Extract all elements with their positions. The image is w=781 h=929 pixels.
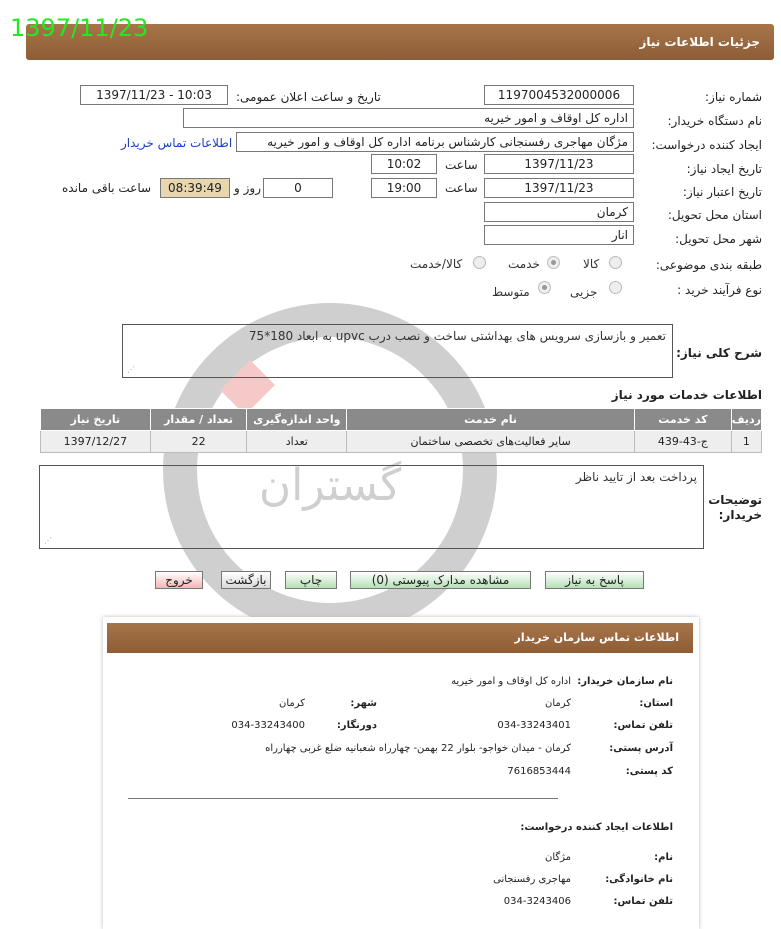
contact-address-value: کرمان - میدان خواجو- بلوار 22 بهمن- چهارراه شعبانیه ضلع غربی چهارراه (265, 743, 571, 754)
services-title: اطلاعات خدمات مورد نیاز (611, 388, 762, 402)
col-need-date: تاریخ نیاز (41, 409, 151, 431)
cell-quantity: 22 (150, 431, 247, 453)
contact-fax-label: دورنگار: (336, 720, 377, 731)
purchase-radio-minor[interactable] (609, 281, 622, 294)
created-date-label: تاریخ ایجاد نیاز: (686, 162, 762, 176)
valid-time-word: ساعت (445, 181, 478, 195)
contact-org-value: اداره کل اوقاف و امور خیریه (451, 676, 571, 687)
valid-time-field[interactable]: 19:00 (371, 178, 437, 198)
creator-family-label: نام خانوادگی: (605, 874, 673, 885)
category-radio-goods[interactable] (609, 256, 622, 269)
buyer-notes-label: توضیحات خریدار: (708, 493, 762, 522)
announce-field[interactable]: 1397/11/23 - 10:03 (80, 85, 228, 105)
valid-date-label: تاریخ اعتبار نیاز: (682, 185, 762, 199)
purchase-option-medium: متوسط (492, 285, 530, 299)
days-word: روز و (234, 181, 261, 195)
remaining-time-field: 08:39:49 (160, 178, 230, 198)
days-field[interactable]: 0 (263, 178, 333, 198)
province-label: استان محل تحویل: (667, 208, 762, 222)
col-row: ردیف (731, 409, 761, 431)
cell-need-date: 1397/12/27 (41, 431, 151, 453)
need-number-label: شماره نیاز: (705, 90, 762, 104)
resize-handle-icon[interactable]: ⋰ (44, 536, 52, 545)
category-option-both: کالا/خدمت (410, 257, 463, 271)
contact-postal-label: کد پستی: (625, 766, 673, 777)
col-quantity: تعداد / مقدار (150, 409, 247, 431)
city-label: شهر محل تحویل: (675, 232, 762, 246)
contact-province-value: کرمان (544, 698, 571, 709)
print-button[interactable]: چاپ (285, 571, 337, 589)
buyer-org-label: نام دستگاه خریدار: (667, 114, 762, 128)
announce-label: تاریخ و ساعت اعلان عمومی: (236, 90, 381, 104)
category-radio-both[interactable] (473, 256, 486, 269)
creator-phone-label: تلفن تماس: (613, 896, 673, 907)
buyer-contact-link[interactable]: اطلاعات تماس خریدار (121, 136, 233, 150)
purchase-type-label: نوع فرآیند خرید : (677, 283, 762, 297)
contact-card-header (107, 623, 693, 653)
services-table (40, 408, 762, 453)
buyer-notes-box[interactable] (39, 465, 704, 549)
contact-postal-value: 7616853444 (507, 766, 571, 777)
creator-name-value: مژگان (544, 852, 571, 863)
exit-button[interactable]: خروج (155, 571, 203, 589)
category-option-service: خدمت (508, 257, 540, 271)
created-time-word: ساعت (445, 158, 478, 172)
services-header-row (41, 409, 762, 431)
contact-phone-value: 034-33243401 (497, 720, 571, 731)
contact-province-label: استان: (639, 698, 673, 709)
contact-phone-label: تلفن تماس: (613, 720, 673, 731)
attachments-button[interactable]: مشاهده مدارک پیوستی (0) (350, 571, 531, 589)
category-radio-service[interactable] (547, 256, 560, 269)
col-service-name: نام خدمت (347, 409, 635, 431)
creator-phone-value: 034-3243406 (503, 896, 571, 907)
cell-row: 1 (731, 431, 761, 453)
watermark-text: گستران (258, 460, 402, 511)
creator-family-value: مهاجری رفسنجانی (493, 874, 571, 885)
creator-name-label: نام: (654, 852, 673, 863)
contact-address-label: آدرس پستی: (609, 743, 673, 754)
contact-city-label: شهر: (350, 698, 377, 709)
creator-section-title: اطلاعات ایجاد کننده درخواست: (520, 822, 673, 833)
panel-title: جزئیات اطلاعات نیاز (639, 35, 760, 49)
contact-city-value: کرمان (278, 698, 305, 709)
category-label: طبقه بندی موضوعی: (655, 258, 762, 272)
requester-field[interactable]: مژگان مهاجری رفسنجانی کارشناس برنامه اداره کل اوقاف و امور خیریه (236, 132, 634, 152)
cell-service-name: سایر فعالیت‌های تخصصی ساختمان (347, 431, 635, 453)
table-row (41, 431, 762, 453)
city-field[interactable]: انار (484, 225, 634, 245)
description-box[interactable] (122, 324, 673, 378)
category-option-goods: کالا (583, 257, 600, 271)
province-field[interactable]: کرمان (484, 202, 634, 222)
valid-date-field[interactable]: 1397/11/23 (484, 178, 634, 198)
cell-service-code: ج-43-439 (634, 431, 731, 453)
contact-fax-value: 034-33243400 (231, 720, 305, 731)
need-number-field[interactable]: 1197004532000006 (484, 85, 634, 105)
contact-org-label: نام سازمان خریدار: (577, 676, 673, 687)
description-label: شرح کلی نیاز: (676, 346, 762, 360)
buyer-notes-text: پرداخت بعد از تایید ناظر (575, 470, 697, 484)
requester-label: ایجاد کننده درخواست: (651, 138, 762, 152)
divider (128, 798, 558, 799)
back-button[interactable]: بازگشت (221, 571, 271, 589)
purchase-radio-medium[interactable] (538, 281, 551, 294)
purchase-option-minor: جزیی (570, 285, 598, 299)
date-stamp: 1397/11/23 (10, 14, 149, 42)
col-unit: واحد اندازه‌گیری (247, 409, 347, 431)
col-service-code: کد خدمت (634, 409, 731, 431)
contact-card-title: اطلاعات تماس سازمان خریدار (514, 631, 679, 644)
remaining-word: ساعت باقی مانده (62, 181, 152, 195)
reply-button[interactable]: پاسخ به نیاز (545, 571, 644, 589)
buyer-org-field[interactable]: اداره کل اوقاف و امور خیریه (183, 108, 634, 128)
description-text: تعمیر و بازسازی سرویس های بهداشتی ساخت و نصب درب upvc به ابعاد 180*75 (248, 329, 666, 343)
created-date-field[interactable]: 1397/11/23 (484, 154, 634, 174)
resize-handle-icon[interactable]: ⋰ (127, 365, 135, 374)
created-time-field[interactable]: 10:02 (371, 154, 437, 174)
cell-unit: تعداد (247, 431, 347, 453)
